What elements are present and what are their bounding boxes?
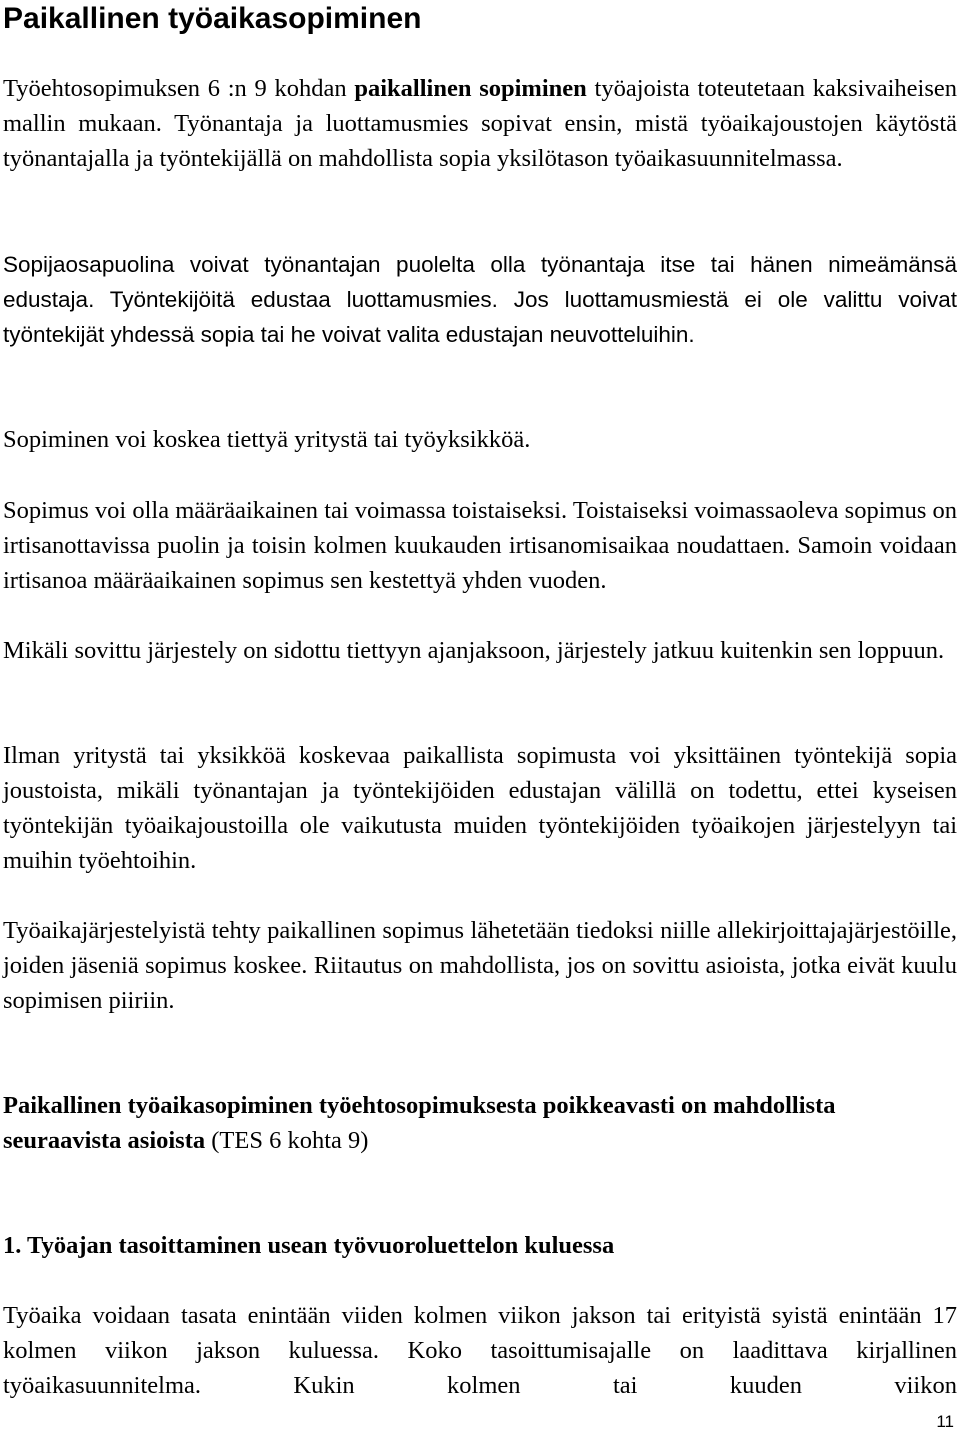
paragraph-text: työajoista toteutetaan kaksivaiheisen mallin mukaan. Työnantaja ja luottamusmies sopivat ensin, mistä työaikajoustojen käytöstä työnantajalla ja työntekijällä on mahdollista sopia yksilötason työaikasuunnitelmassa. [3, 75, 957, 172]
page-number: 11 [936, 1412, 954, 1431]
paragraph-averaging: Työaika voidaan tasata enintään viiden kolmen viikon jakson tai erityistä syistä enintään 17 kolmen viikon jakson kuluessa. Koko tasoittumisajalle on laadittava kirjallinen työaikasuunnitelma. Kukin kolmen tai kuuden viikon [3, 1302, 957, 1399]
paragraph-individual: Ilman yritystä tai yksikköä koskevaa paikallista sopimusta voi yksittäinen työntekijä sopia joustoista, mikäli työnantajan ja työntekijöiden edustajan välillä on todettu, ettei kyseisen työntekijän työaikajoustoilla ole vaikutusta muiden työntekijöiden työaikojen järjestelyyn tai muihin työehtoihin. [3, 742, 957, 874]
paragraph-duration: Sopimus voi olla määräaikainen tai voimassa toistaiseksi. Toistaiseksi voimassaoleva sopimus on irtisanottavissa puolin ja toisin kolmen kuukauden irtisanomisaikaa noudattaen. Samoin voidaan irtisanoa määräaikainen sopimus sen kestettyä yhden vuoden. [3, 497, 957, 594]
paragraph-notification: Työaikajärjestelyistä tehty paikallinen sopimus lähetetään tiedoksi niille allekirjoittajajärjestöille, joiden jäseniä sopimus koskee. Riitautus on mahdollista, jos on sovittu asioista, jotka eivät kuulu sopimisen piiriin. [3, 917, 957, 1014]
paragraph-scope: Sopiminen voi koskea tiettyä yritystä tai työyksikköä. [3, 426, 531, 453]
paragraph-local-agreement [3, 71, 957, 176]
page-title: Paikallinen työaikasopiminen [3, 2, 422, 35]
section-heading [3, 1088, 957, 1158]
section-heading-reference: (TES 6 kohta 9) [205, 1127, 369, 1154]
bold-term: paikallinen sopiminen [354, 75, 587, 102]
section-heading-bold: Paikallinen työaikasopiminen työehtosopimuksesta poikkeavasti on mahdollista seuraavista asioista [3, 1092, 836, 1154]
subsection-heading: 1. Työajan tasoittaminen usean työvuoroluettelon kuluessa [3, 1232, 615, 1259]
paragraph-parties: Sopijaosapuolina voivat työnantajan puolelta olla työnantaja itse tai hänen nimeämänsä edustaja. Työntekijöitä edustaa luottamusmies. Jos luottamusmiestä ei ole valittu voivat työntekijät yhdessä sopia tai he voivat valita edustajan neuvotteluihin. [3, 252, 957, 347]
paragraph-text: Työehtosopimuksen 6 :n 9 kohdan [3, 75, 355, 102]
paragraph-period: Mikäli sovittu järjestely on sidottu tiettyyn ajanjaksoon, järjestely jatkuu kuitenkin sen loppuun. [3, 637, 945, 664]
